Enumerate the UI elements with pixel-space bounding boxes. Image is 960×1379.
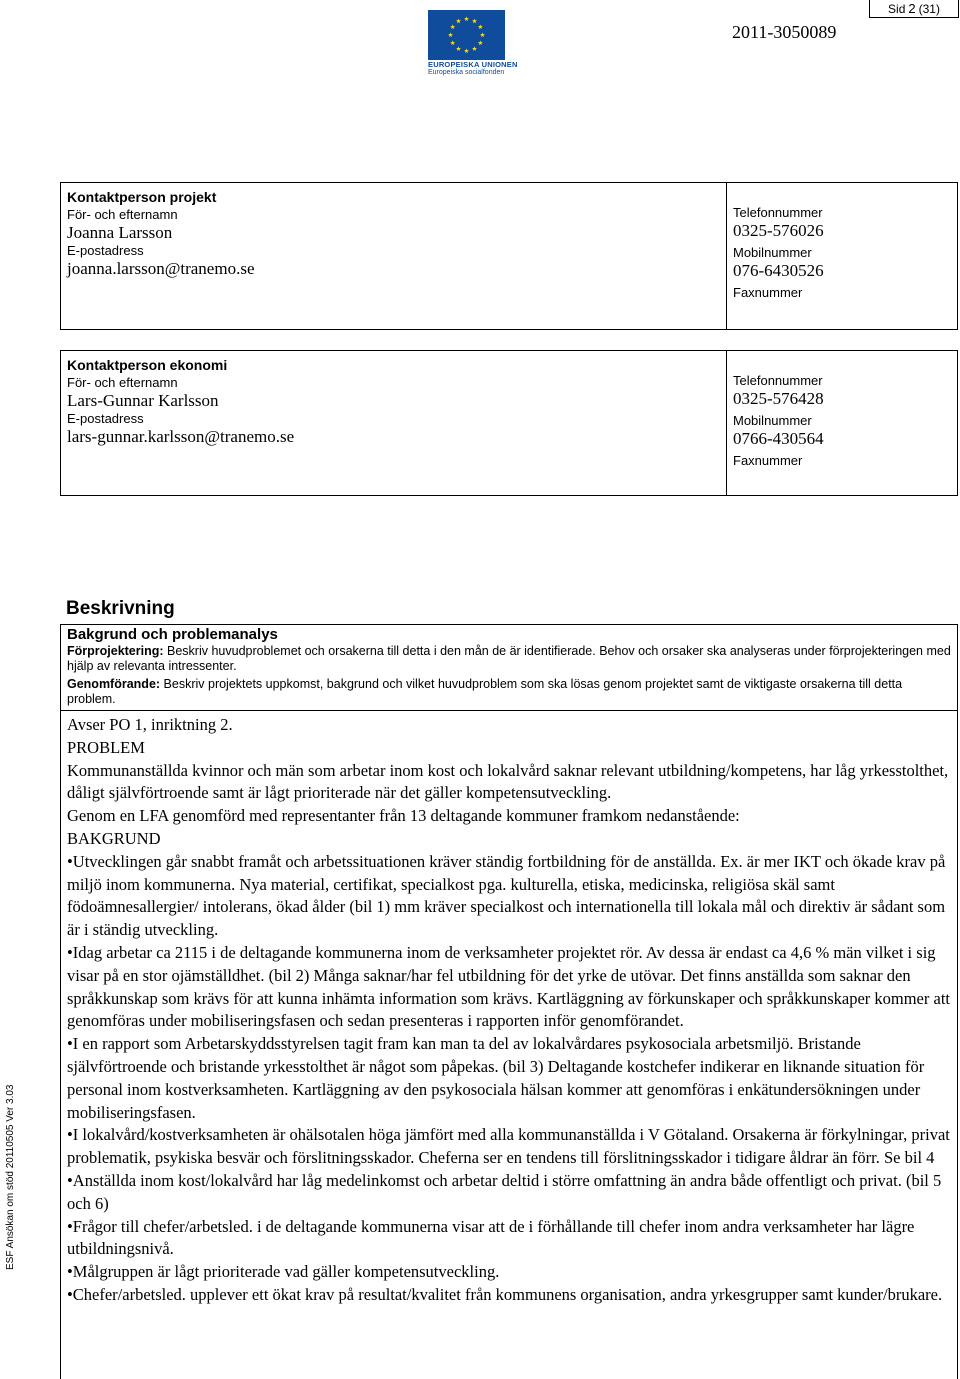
instruction-text: Beskriv huvudproblemet och orsakerna till detta i den mån de är identifierade. Behov och orsaker ska analyseras under förprojekteringen med hjälp av relevanta intressenter. (67, 644, 951, 673)
description-header (67, 625, 953, 707)
eu-star-icon (464, 48, 469, 53)
body-paragraph: •I lokalvård/kostverksamheten är ohälsotalen höga jämfört med alla kommunanställda i V Götaland. Orsakerna är förkylningar, privat problematik, psykiska besvär och förslitningsskador. Cheferna ser en tendens till förslitningsskador i tidigare åldrar än förr. Se bil 4 (67, 1125, 950, 1168)
page-number: 2 (908, 1, 916, 16)
instruction-label: Förprojektering: (67, 644, 164, 658)
body-paragraph: PROBLEM (67, 737, 145, 757)
eu-star-icon (464, 16, 469, 21)
instruction-forprojektering (67, 644, 953, 674)
body-paragraph: •Idag arbetar ca 2115 i de deltagande kommunerna inom de verksamheter projektet rör. Av dessa är endast ca 4,6 % män vilket i sig visar på en stor ojämställdhet. (bil 2) Många saknar/har fel utbildning för det yrke de utövar. Det finns anställda som saknar den språkkunskap som krävs för att kunna inhämta information som krävs. Kartläggning av förkunskaper och språkkunskaper kommer att genomföras under mobiliseringsfasen och sedan presenteras i rapporten inför genomförandet. (67, 942, 950, 1031)
description-subtitle: Bakgrund och problemanalys (67, 626, 278, 643)
body-paragraph: BAKGRUND (67, 828, 161, 848)
contact-economy-title: Kontaktperson ekonomi (67, 357, 228, 373)
email-label: E-postadress (67, 411, 144, 426)
fax-label: Faxnummer (733, 453, 803, 468)
body-paragraph: •Chefer/arbetsled. upplever ett ökat krav på resultat/kvalitet från kommunens organisation, andra yrkesgrupper samt kunder/brukare. (67, 1284, 943, 1304)
contact-project-box (60, 182, 958, 330)
email-label: E-postadress (67, 243, 144, 258)
contact-project-left (67, 187, 255, 279)
eu-star-icon (456, 46, 461, 51)
instruction-text: Beskriv projektets uppkomst, bakgrund och vilket huvudproblem som ska lösas genom projektet samt de viktigaste orsakerna till detta problem. (67, 677, 903, 706)
name-label: För- och efternamn (67, 375, 178, 390)
body-paragraph: •Anställda inom kost/lokalvård har låg medelinkomst och arbetar deltid i större omfattning än andra både offentligt och privat. (bil 5 och 6) (67, 1170, 942, 1213)
mobile-label: Mobilnummer (733, 245, 812, 260)
eu-star-icon (456, 19, 461, 24)
name-value: Joanna Larsson (67, 223, 173, 242)
eu-star-icon (472, 46, 477, 51)
body-paragraph: •Målgruppen är lågt prioriterade vad gäller kompetensutveckling. (67, 1262, 500, 1282)
instruction-label: Genomförande: (67, 677, 161, 691)
body-paragraph: •Utvecklingen går snabbt framåt och arbetssituationen kräver ständig fortbildning för de anställda. Ex. är mer IKT och ökade krav på miljö inom kommunerna. Nya material, certifikat, specialkost pga. kulturella, etiska, medicinska, religiösa skäl samt födoämnesallergier/ intolerans, ökad ålder (bil 1) mm kräver specialkost och internationella till lokala mål och direktiv är sådant som är i ständig utveckling. (67, 851, 946, 940)
eu-stars-icon (428, 10, 505, 60)
body-paragraph: •Frågor till chefer/arbetsled. i de deltagande kommunerna visar att de i förhållande till chefer inom andra verksamheter har lägre utbildningsnivå. (67, 1216, 915, 1259)
diarienummer: 2011-3050089 (732, 22, 837, 42)
mobile-value: 076-6430526 (733, 261, 824, 280)
page-number-label (869, 0, 959, 18)
phone-value: 0325-576026 (733, 221, 824, 240)
instruction-genomforande (67, 677, 953, 707)
eu-star-icon (472, 19, 477, 24)
email-value: lars-gunnar.karlsson@tranemo.se (67, 427, 295, 446)
fax-label: Faxnummer (733, 285, 803, 300)
phone-label: Telefonnummer (733, 205, 823, 220)
body-paragraph: Genom en LFA genomförd med representanter från 13 deltagande kommuner framkom nedanstående: (67, 806, 740, 826)
mobile-label: Mobilnummer (733, 413, 812, 428)
contact-economy-left (67, 355, 294, 447)
eu-logo-line2: Europeiska socialfonden (428, 69, 505, 76)
body-paragraph: Kommunanställda kvinnor och män som arbetar inom kost och lokalvård saknar relevant utbildning/kompetens, har låg yrkesstolthet, dåligt självförtroende samt är lågt prioriterade när det gäller kompetensutveckling. (67, 760, 949, 803)
name-label: För- och efternamn (67, 207, 178, 222)
email-value: joanna.larsson@tranemo.se (67, 259, 255, 278)
eu-star-icon (448, 32, 453, 37)
page-prefix: Sid (888, 1, 906, 16)
eu-star-icon (480, 32, 485, 37)
contact-economy-phones (726, 351, 958, 496)
eu-star-icon (478, 40, 483, 45)
eu-star-icon (478, 24, 483, 29)
name-value: Lars-Gunnar Karlsson (67, 391, 219, 410)
eu-star-icon (450, 24, 455, 29)
description-body (67, 714, 951, 1307)
contact-economy-box (60, 350, 958, 496)
section-title: Beskrivning (66, 598, 175, 619)
phone-value: 0325-576428 (733, 389, 824, 408)
form-version-label: ESF Ansökan om stöd 20110505 Ver 3.03 (5, 1084, 16, 1270)
header-divider (61, 710, 957, 711)
body-paragraph: •I en rapport som Arbetarskyddsstyrelsen tagit fram kan man ta del av lokalvårdares psykosociala arbetsmiljö. Bristande självförtroende och bristande yrkesstolthet är något som påpekas. (bil 3) Deltagande kostchefer indikerar en liknande situation för personal inom kostverksamheten. Kartläggning av den psykosociala hälsan kommer att genomföras i enkätundersökningen under mobiliseringsfasen. (67, 1034, 925, 1122)
eu-star-icon (450, 40, 455, 45)
mobile-value: 0766-430564 (733, 429, 824, 448)
eu-logo-caption (428, 61, 520, 77)
eu-flag-logo (428, 10, 505, 60)
contact-project-title: Kontaktperson projekt (67, 189, 217, 205)
description-box (60, 624, 958, 1379)
body-paragraph: Avser PO 1, inriktning 2. (67, 715, 233, 734)
eu-logo-line1: EUROPEISKA UNIONEN (428, 60, 518, 69)
page-total: (31) (918, 1, 940, 16)
contact-project-phones (726, 183, 958, 330)
phone-label: Telefonnummer (733, 373, 823, 388)
